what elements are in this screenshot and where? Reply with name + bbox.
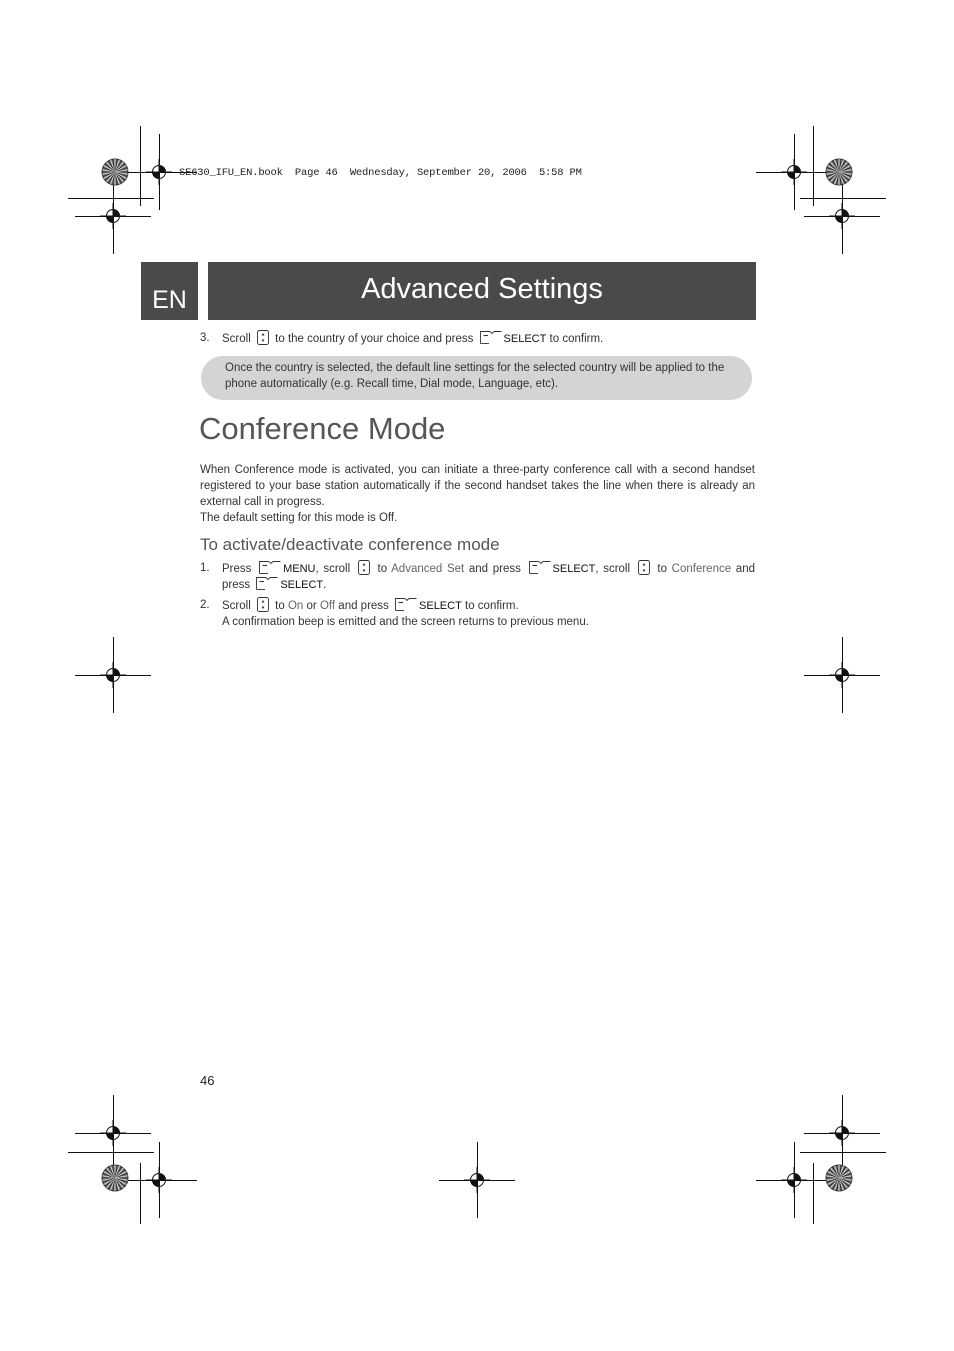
step-text: to the country of your choice and press	[275, 333, 474, 345]
step-text: to	[377, 563, 388, 575]
step-text: , scroll	[315, 563, 351, 575]
note-box	[201, 356, 752, 400]
crop-line	[140, 1163, 141, 1224]
step-number: 3.	[200, 332, 210, 344]
registration-mark-icon	[100, 203, 126, 229]
scroll-key-icon	[638, 560, 650, 575]
registration-mark-icon	[829, 1120, 855, 1146]
step-content	[222, 560, 755, 593]
select-label: SELECT	[419, 600, 462, 612]
step-text: and press	[338, 600, 389, 612]
section-paragraph	[200, 462, 755, 526]
page-number: 46	[200, 1073, 215, 1088]
registration-mark-icon	[829, 662, 855, 688]
paragraph-text: When Conference mode is activated, you can initiate a three-party conference call with a second handset registered to your base station automatically if the second handset takes the line when there is already an external call in progress.	[200, 464, 755, 508]
step-result: A confirmation beep is emitted and the screen returns to previous menu.	[222, 616, 589, 628]
crop-line	[800, 198, 886, 199]
crop-line	[813, 126, 814, 206]
step-text: Scroll	[222, 600, 251, 612]
registration-mark-icon	[781, 159, 807, 185]
color-target-icon	[825, 158, 853, 186]
menu-label: MENU	[283, 563, 316, 575]
language-tab: EN	[141, 262, 198, 320]
step-text: to confirm.	[465, 600, 519, 612]
subheading: To activate/deactivate conference mode	[200, 535, 500, 554]
scroll-key-icon	[257, 597, 269, 612]
step-text: , scroll	[595, 563, 631, 575]
registration-mark-icon	[464, 1167, 490, 1193]
step-text: and press	[222, 563, 755, 591]
option-on: On	[287, 600, 304, 612]
option-off: Off	[319, 600, 336, 612]
registration-mark-icon	[146, 159, 172, 185]
step-content	[222, 597, 755, 630]
crop-line	[800, 1152, 886, 1153]
softkey-icon	[480, 331, 502, 344]
crop-line	[68, 198, 154, 199]
registration-mark-icon	[146, 1167, 172, 1193]
registration-mark-icon	[829, 203, 855, 229]
chapter-title: Advanced Settings	[208, 262, 756, 320]
step-text: to confirm.	[549, 333, 604, 345]
menu-item-advanced-set: Advanced Set	[391, 563, 465, 575]
step-text: and press	[468, 563, 521, 575]
step-text: to	[275, 600, 285, 612]
registration-mark-icon	[100, 1120, 126, 1146]
color-target-icon	[101, 158, 129, 186]
registration-mark-icon	[100, 662, 126, 688]
step-number: 1.	[200, 562, 210, 574]
softkey-icon	[256, 577, 278, 590]
menu-item-conference: Conference	[671, 563, 732, 575]
default-setting-text: The default setting for this mode is Off.	[200, 512, 398, 524]
step-content	[222, 330, 755, 347]
step-text: Scroll	[222, 333, 251, 345]
step-text: or	[306, 600, 317, 612]
softkey-icon	[529, 561, 551, 574]
registration-mark-icon	[781, 1167, 807, 1193]
crop-line	[68, 1152, 154, 1153]
step-number: 2.	[200, 599, 210, 611]
crop-line	[140, 126, 141, 206]
note-text: Once the country is selected, the default line settings for the selected country will be applied to the phone automatically (e.g. Recall time, Dial mode, Language, etc).	[225, 362, 725, 390]
color-target-icon	[825, 1164, 853, 1192]
step-text: .	[323, 579, 327, 591]
scroll-key-icon	[257, 330, 269, 345]
crop-line	[813, 1163, 814, 1224]
select-label: SELECT	[280, 579, 324, 591]
step-text: Press	[222, 563, 252, 575]
softkey-icon	[395, 598, 417, 611]
section-title: Conference Mode	[199, 411, 446, 446]
select-label: SELECT	[552, 563, 596, 575]
printer-header-stamp: SE630_IFU_EN.book Page 46 Wednesday, September 20, 2006 5:58 PM	[179, 167, 582, 179]
select-label: SELECT	[503, 333, 547, 345]
scroll-key-icon	[358, 560, 370, 575]
step-text: to	[657, 563, 667, 575]
color-target-icon	[101, 1164, 129, 1192]
softkey-icon	[259, 561, 281, 574]
